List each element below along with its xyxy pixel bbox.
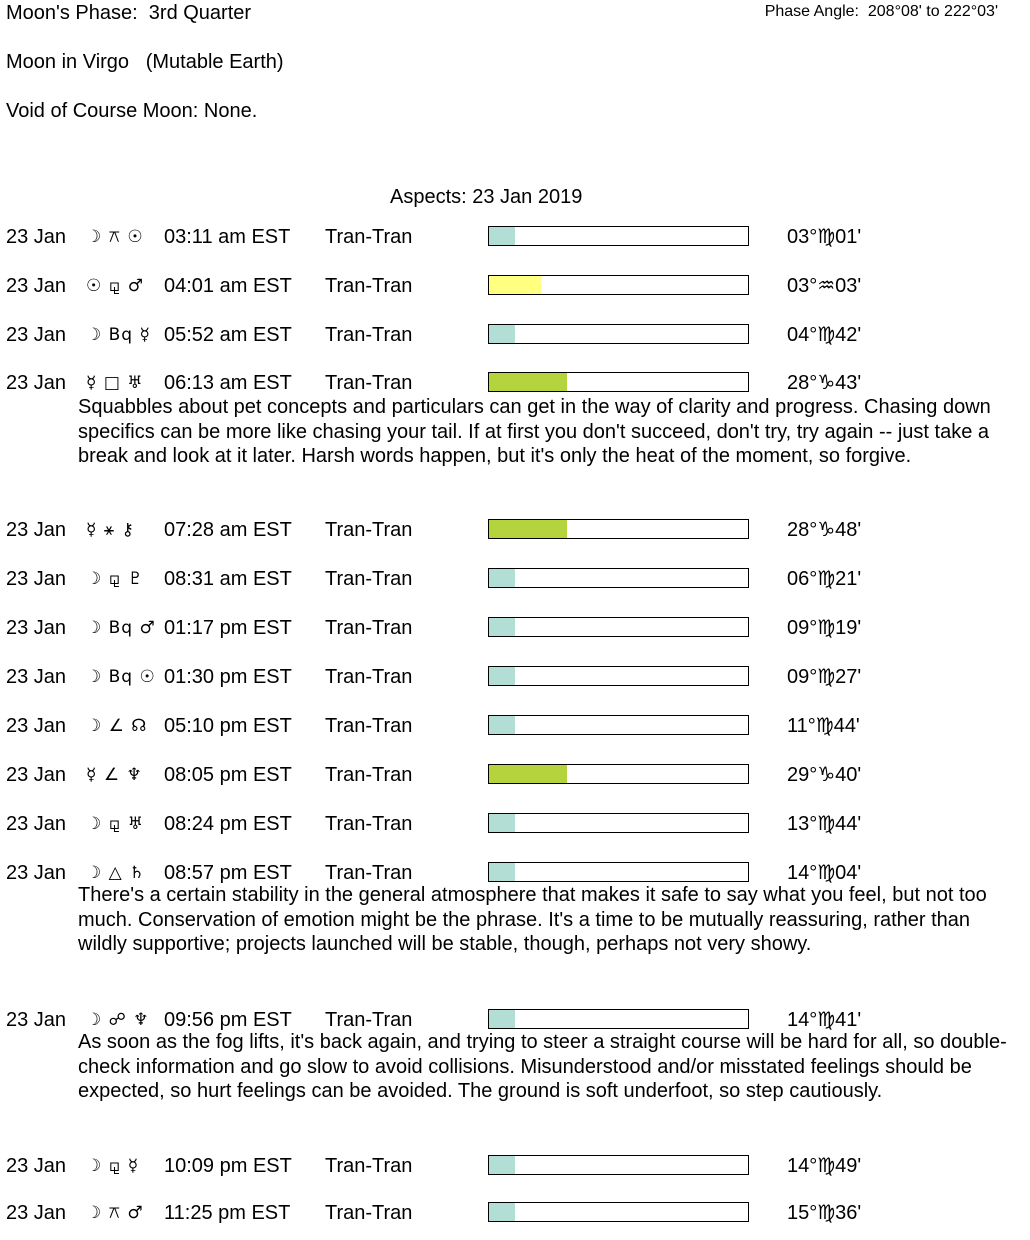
aspect-type: Tran-Tran xyxy=(325,568,413,590)
aspect-glyphs: ☽ △ ♄ xyxy=(86,863,146,883)
aspect-position: 09°♍19' xyxy=(787,617,862,639)
aspect-row xyxy=(0,517,1030,543)
aspect-row xyxy=(0,713,1030,739)
aspect-date: 23 Jan xyxy=(6,1155,67,1177)
aspect-row xyxy=(0,1153,1030,1179)
moon-phase: Moon's Phase: 3rd Quarter xyxy=(6,2,252,24)
aspect-date: 23 Jan xyxy=(6,324,67,346)
aspect-date: 23 Jan xyxy=(6,666,67,688)
aspect-description: There's a certain stability in the general atmosphere that makes it safe to say what you feel, but not too much. Conservation of emotion might be the phrase. It's a time to be mutually reassuring, rather than wildly supportive; projects launched will be stable, though, perhaps not very showy. xyxy=(78,884,987,955)
strength-bar-fill xyxy=(489,618,515,636)
strength-bar xyxy=(488,226,749,246)
strength-bar xyxy=(488,324,749,344)
aspect-position: 14°♍04' xyxy=(787,862,862,884)
aspect-glyphs: ☽ ☍ ♆ xyxy=(86,1010,150,1030)
moon-sign: Moon in Virgo (Mutable Earth) xyxy=(6,51,284,73)
aspect-row xyxy=(0,1200,1030,1226)
aspect-type: Tran-Tran xyxy=(325,1202,413,1224)
aspect-row xyxy=(0,615,1030,641)
aspect-time: 05:10 pm EST xyxy=(164,715,292,737)
strength-bar xyxy=(488,617,749,637)
aspect-time: 05:52 am EST xyxy=(164,324,292,346)
aspect-date: 23 Jan xyxy=(6,862,67,884)
strength-bar-fill xyxy=(489,569,515,587)
aspect-time: 11:25 pm EST xyxy=(164,1202,291,1224)
aspect-glyphs: ☿ □ ♅ xyxy=(86,373,144,393)
aspect-date: 23 Jan xyxy=(6,715,67,737)
aspect-position: 28°♑48' xyxy=(787,519,862,541)
aspect-description: Squabbles about pet concepts and particulars can get in the way of clarity and progress. Chasing down specifics can be more like chasing your tail. If at first you don't succeed, don't try, try again -- just take a break and look at it later. Harsh words happen, but it's only the heat of the moment, so forgive. xyxy=(78,396,991,467)
aspect-row xyxy=(0,224,1030,250)
aspect-time: 04:01 am EST xyxy=(164,275,292,297)
aspect-type: Tran-Tran xyxy=(325,617,413,639)
aspect-glyphs: ☽ Bq ☿ xyxy=(86,325,151,345)
strength-bar xyxy=(488,568,749,588)
strength-bar-fill xyxy=(489,520,567,538)
aspect-position: 15°♍36' xyxy=(787,1202,862,1224)
aspect-glyphs: ☽ Bq ☉ xyxy=(86,667,156,687)
aspect-row xyxy=(0,811,1030,837)
aspect-position: 03°♍01' xyxy=(787,226,862,248)
aspect-position: 28°♑43' xyxy=(787,372,862,394)
aspects-title: Aspects: 23 Jan 2019 xyxy=(390,186,583,208)
aspect-glyphs: ☽ Bq ♂ xyxy=(86,618,156,638)
aspect-type: Tran-Tran xyxy=(325,519,413,541)
aspect-date: 23 Jan xyxy=(6,372,67,394)
aspect-date: 23 Jan xyxy=(6,764,67,786)
aspect-type: Tran-Tran xyxy=(325,764,413,786)
aspect-row xyxy=(0,322,1030,348)
aspect-glyphs: ☿ ⚹ ⚷ xyxy=(86,520,135,540)
aspect-type: Tran-Tran xyxy=(325,324,413,346)
aspect-time: 01:30 pm EST xyxy=(164,666,292,688)
aspect-date: 23 Jan xyxy=(6,813,67,835)
aspect-date: 23 Jan xyxy=(6,1202,67,1224)
void-of-course: Void of Course Moon: None. xyxy=(6,100,258,122)
aspect-row xyxy=(0,370,1030,396)
strength-bar xyxy=(488,519,749,539)
phase-angle: Phase Angle: 208°08' to 222°03' xyxy=(764,3,998,20)
aspect-row xyxy=(0,273,1030,299)
aspect-type: Tran-Tran xyxy=(325,1009,413,1031)
strength-bar-fill xyxy=(489,716,515,734)
strength-bar-fill xyxy=(489,1010,515,1028)
aspect-position: 14°♍49' xyxy=(787,1155,862,1177)
aspect-type: Tran-Tran xyxy=(325,226,413,248)
aspect-glyphs: ☉ ⚼ ♂ xyxy=(86,276,145,296)
aspect-glyphs: ☽ ⚻ ♂ xyxy=(86,1203,144,1223)
strength-bar xyxy=(488,764,749,784)
strength-bar-fill xyxy=(489,814,515,832)
aspect-glyphs: ☽ ⚼ ☿ xyxy=(86,1156,140,1176)
strength-bar-fill xyxy=(489,325,515,343)
strength-bar xyxy=(488,275,749,295)
aspect-time: 08:31 am EST xyxy=(164,568,292,590)
aspect-time: 07:28 am EST xyxy=(164,519,292,541)
aspect-time: 08:57 pm EST xyxy=(164,862,292,884)
aspect-glyphs: ☽ ⚼ ♅ xyxy=(86,814,145,834)
aspect-position: 11°♍44' xyxy=(787,715,860,737)
aspect-position: 03°♒03' xyxy=(787,275,862,297)
strength-bar-fill xyxy=(489,1156,515,1174)
aspect-type: Tran-Tran xyxy=(325,666,413,688)
aspect-date: 23 Jan xyxy=(6,568,67,590)
aspect-description: As soon as the fog lifts, it's back again, and trying to steer a straight course will be hard for all, so double-check information and go slow to avoid collisions. Misunderstood and/or misstated feelings should be expected, so hurt feelings can be avoided. The ground is soft underfoot, so step cautiously. xyxy=(78,1031,1007,1102)
strength-bar-fill xyxy=(489,227,515,245)
strength-bar-fill xyxy=(489,667,515,685)
aspect-position: 13°♍44' xyxy=(787,813,862,835)
strength-bar-fill xyxy=(489,765,567,783)
aspect-time: 10:09 pm EST xyxy=(164,1155,292,1177)
strength-bar-fill xyxy=(489,1203,515,1221)
aspect-time: 08:05 pm EST xyxy=(164,764,292,786)
strength-bar xyxy=(488,813,749,833)
aspect-position: 29°♑40' xyxy=(787,764,862,786)
strength-bar xyxy=(488,1009,749,1029)
aspect-glyphs: ☽ ⚼ ♇ xyxy=(86,569,145,589)
aspect-type: Tran-Tran xyxy=(325,1155,413,1177)
aspect-row xyxy=(0,566,1030,592)
aspect-glyphs: ☿ ∠ ♆ xyxy=(86,765,143,785)
aspect-time: 08:24 pm EST xyxy=(164,813,292,835)
aspect-date: 23 Jan xyxy=(6,617,67,639)
aspect-date: 23 Jan xyxy=(6,275,67,297)
aspect-position: 04°♍42' xyxy=(787,324,862,346)
aspect-type: Tran-Tran xyxy=(325,275,413,297)
aspect-glyphs: ☽ ∠ ☊ xyxy=(86,716,148,736)
aspect-row xyxy=(0,664,1030,690)
aspect-date: 23 Jan xyxy=(6,519,67,541)
aspect-time: 06:13 am EST xyxy=(164,372,292,394)
aspect-position: 14°♍41' xyxy=(787,1009,862,1031)
aspect-time: 09:56 pm EST xyxy=(164,1009,292,1031)
aspect-position: 09°♍27' xyxy=(787,666,862,688)
strength-bar xyxy=(488,715,749,735)
strength-bar xyxy=(488,372,749,392)
strength-bar-fill xyxy=(489,373,567,391)
aspect-glyphs: ☽ ⚻ ☉ xyxy=(86,227,144,247)
strength-bar-fill xyxy=(489,863,515,881)
strength-bar xyxy=(488,862,749,882)
aspect-row xyxy=(0,762,1030,788)
aspect-time: 03:11 am EST xyxy=(164,226,291,248)
strength-bar xyxy=(488,1155,749,1175)
aspect-position: 06°♍21' xyxy=(787,568,862,590)
aspect-type: Tran-Tran xyxy=(325,813,413,835)
strength-bar xyxy=(488,666,749,686)
aspect-type: Tran-Tran xyxy=(325,862,413,884)
strength-bar-fill xyxy=(489,276,541,294)
aspect-date: 23 Jan xyxy=(6,226,67,248)
aspect-date: 23 Jan xyxy=(6,1009,67,1031)
aspect-type: Tran-Tran xyxy=(325,715,413,737)
aspect-time: 01:17 pm EST xyxy=(164,617,292,639)
aspect-type: Tran-Tran xyxy=(325,372,413,394)
strength-bar xyxy=(488,1202,749,1222)
